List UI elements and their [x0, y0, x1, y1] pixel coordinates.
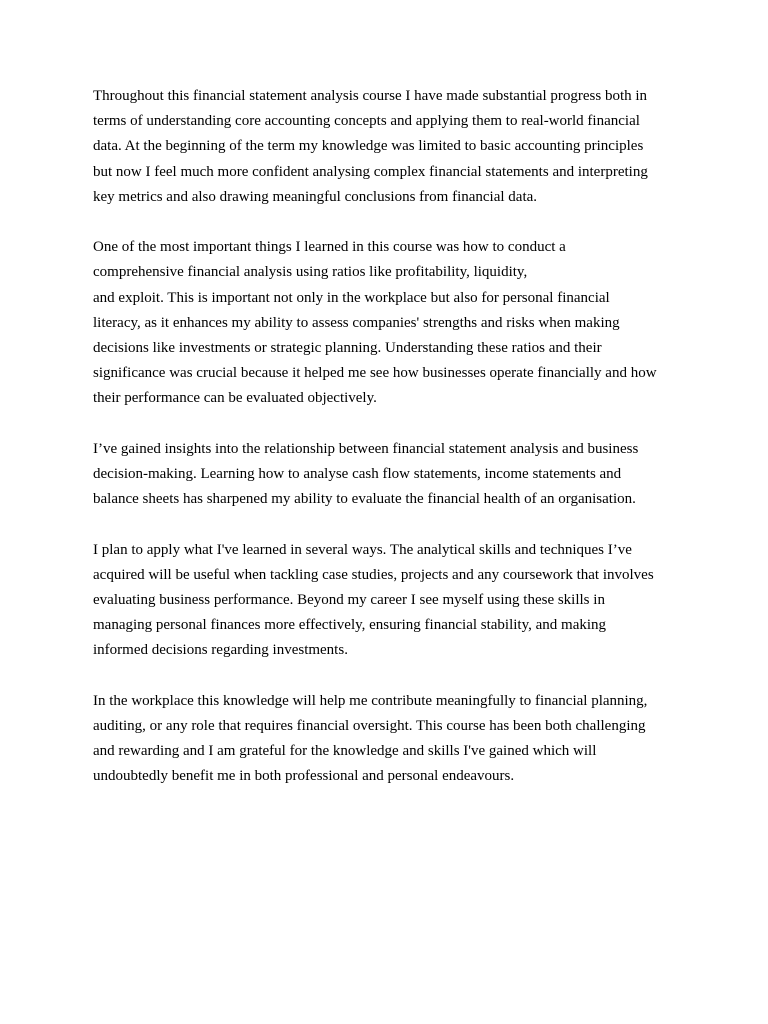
text-line: and rewarding and I am grateful for the knowledge and skills I've gained which will	[93, 743, 597, 760]
paragraph-progress	[93, 84, 693, 210]
paragraph-application	[93, 538, 693, 664]
text-line: auditing, or any role that requires financial oversight. This course has been both challenging	[93, 718, 646, 735]
text-line: informed decisions regarding investments.	[93, 642, 348, 659]
text-line: I plan to apply what I've learned in several ways. The analytical skills and techniques I’ve	[93, 541, 632, 558]
document-body	[93, 84, 693, 815]
text-line: data. At the beginning of the term my knowledge was limited to basic accounting principles	[93, 138, 644, 155]
text-line: acquired will be useful when tackling case studies, projects and any coursework that involves	[93, 566, 654, 583]
text-line: comprehensive financial analysis using ratios like profitability, liquidity,	[93, 264, 528, 281]
text-line: I’ve gained insights into the relationship between financial statement analysis and business	[93, 440, 639, 457]
text-line: their performance can be evaluated objectively.	[93, 390, 377, 407]
text-line: significance was crucial because it helped me see how businesses operate financially and how	[93, 365, 657, 382]
paragraph-insights	[93, 437, 693, 513]
text-line: One of the most important things I learned in this course was how to conduct a	[93, 239, 566, 256]
text-line: decisions like investments or strategic planning. Understanding these ratios and their	[93, 340, 602, 357]
text-line: In the workplace this knowledge will help me contribute meaningfully to financial planning,	[93, 692, 648, 709]
paragraph-ratios	[93, 235, 693, 411]
text-line: managing personal finances more effectively, ensuring financial stability, and making	[93, 617, 607, 634]
text-line: terms of understanding core accounting concepts and applying them to real-world financial	[93, 113, 640, 130]
paragraph-workplace	[93, 689, 693, 790]
text-line: but now I feel much more confident analysing complex financial statements and interpreting	[93, 163, 648, 180]
text-line: balance sheets has sharpened my ability to evaluate the financial health of an organisation.	[93, 491, 636, 508]
text-line: evaluating business performance. Beyond my career I see myself using these skills in	[93, 592, 605, 609]
text-line: and exploit. This is important not only in the workplace but also for personal financial	[93, 289, 610, 306]
text-line: literacy, as it enhances my ability to assess companies' strengths and risks when making	[93, 314, 620, 331]
text-line: undoubtedly benefit me in both professional and personal endeavours.	[93, 768, 515, 785]
text-line: key metrics and also drawing meaningful conclusions from financial data.	[93, 188, 538, 205]
text-line: Throughout this financial statement analysis course I have made substantial progress both in	[93, 88, 648, 104]
text-line: decision-making. Learning how to analyse cash flow statements, income statements and	[93, 466, 622, 483]
